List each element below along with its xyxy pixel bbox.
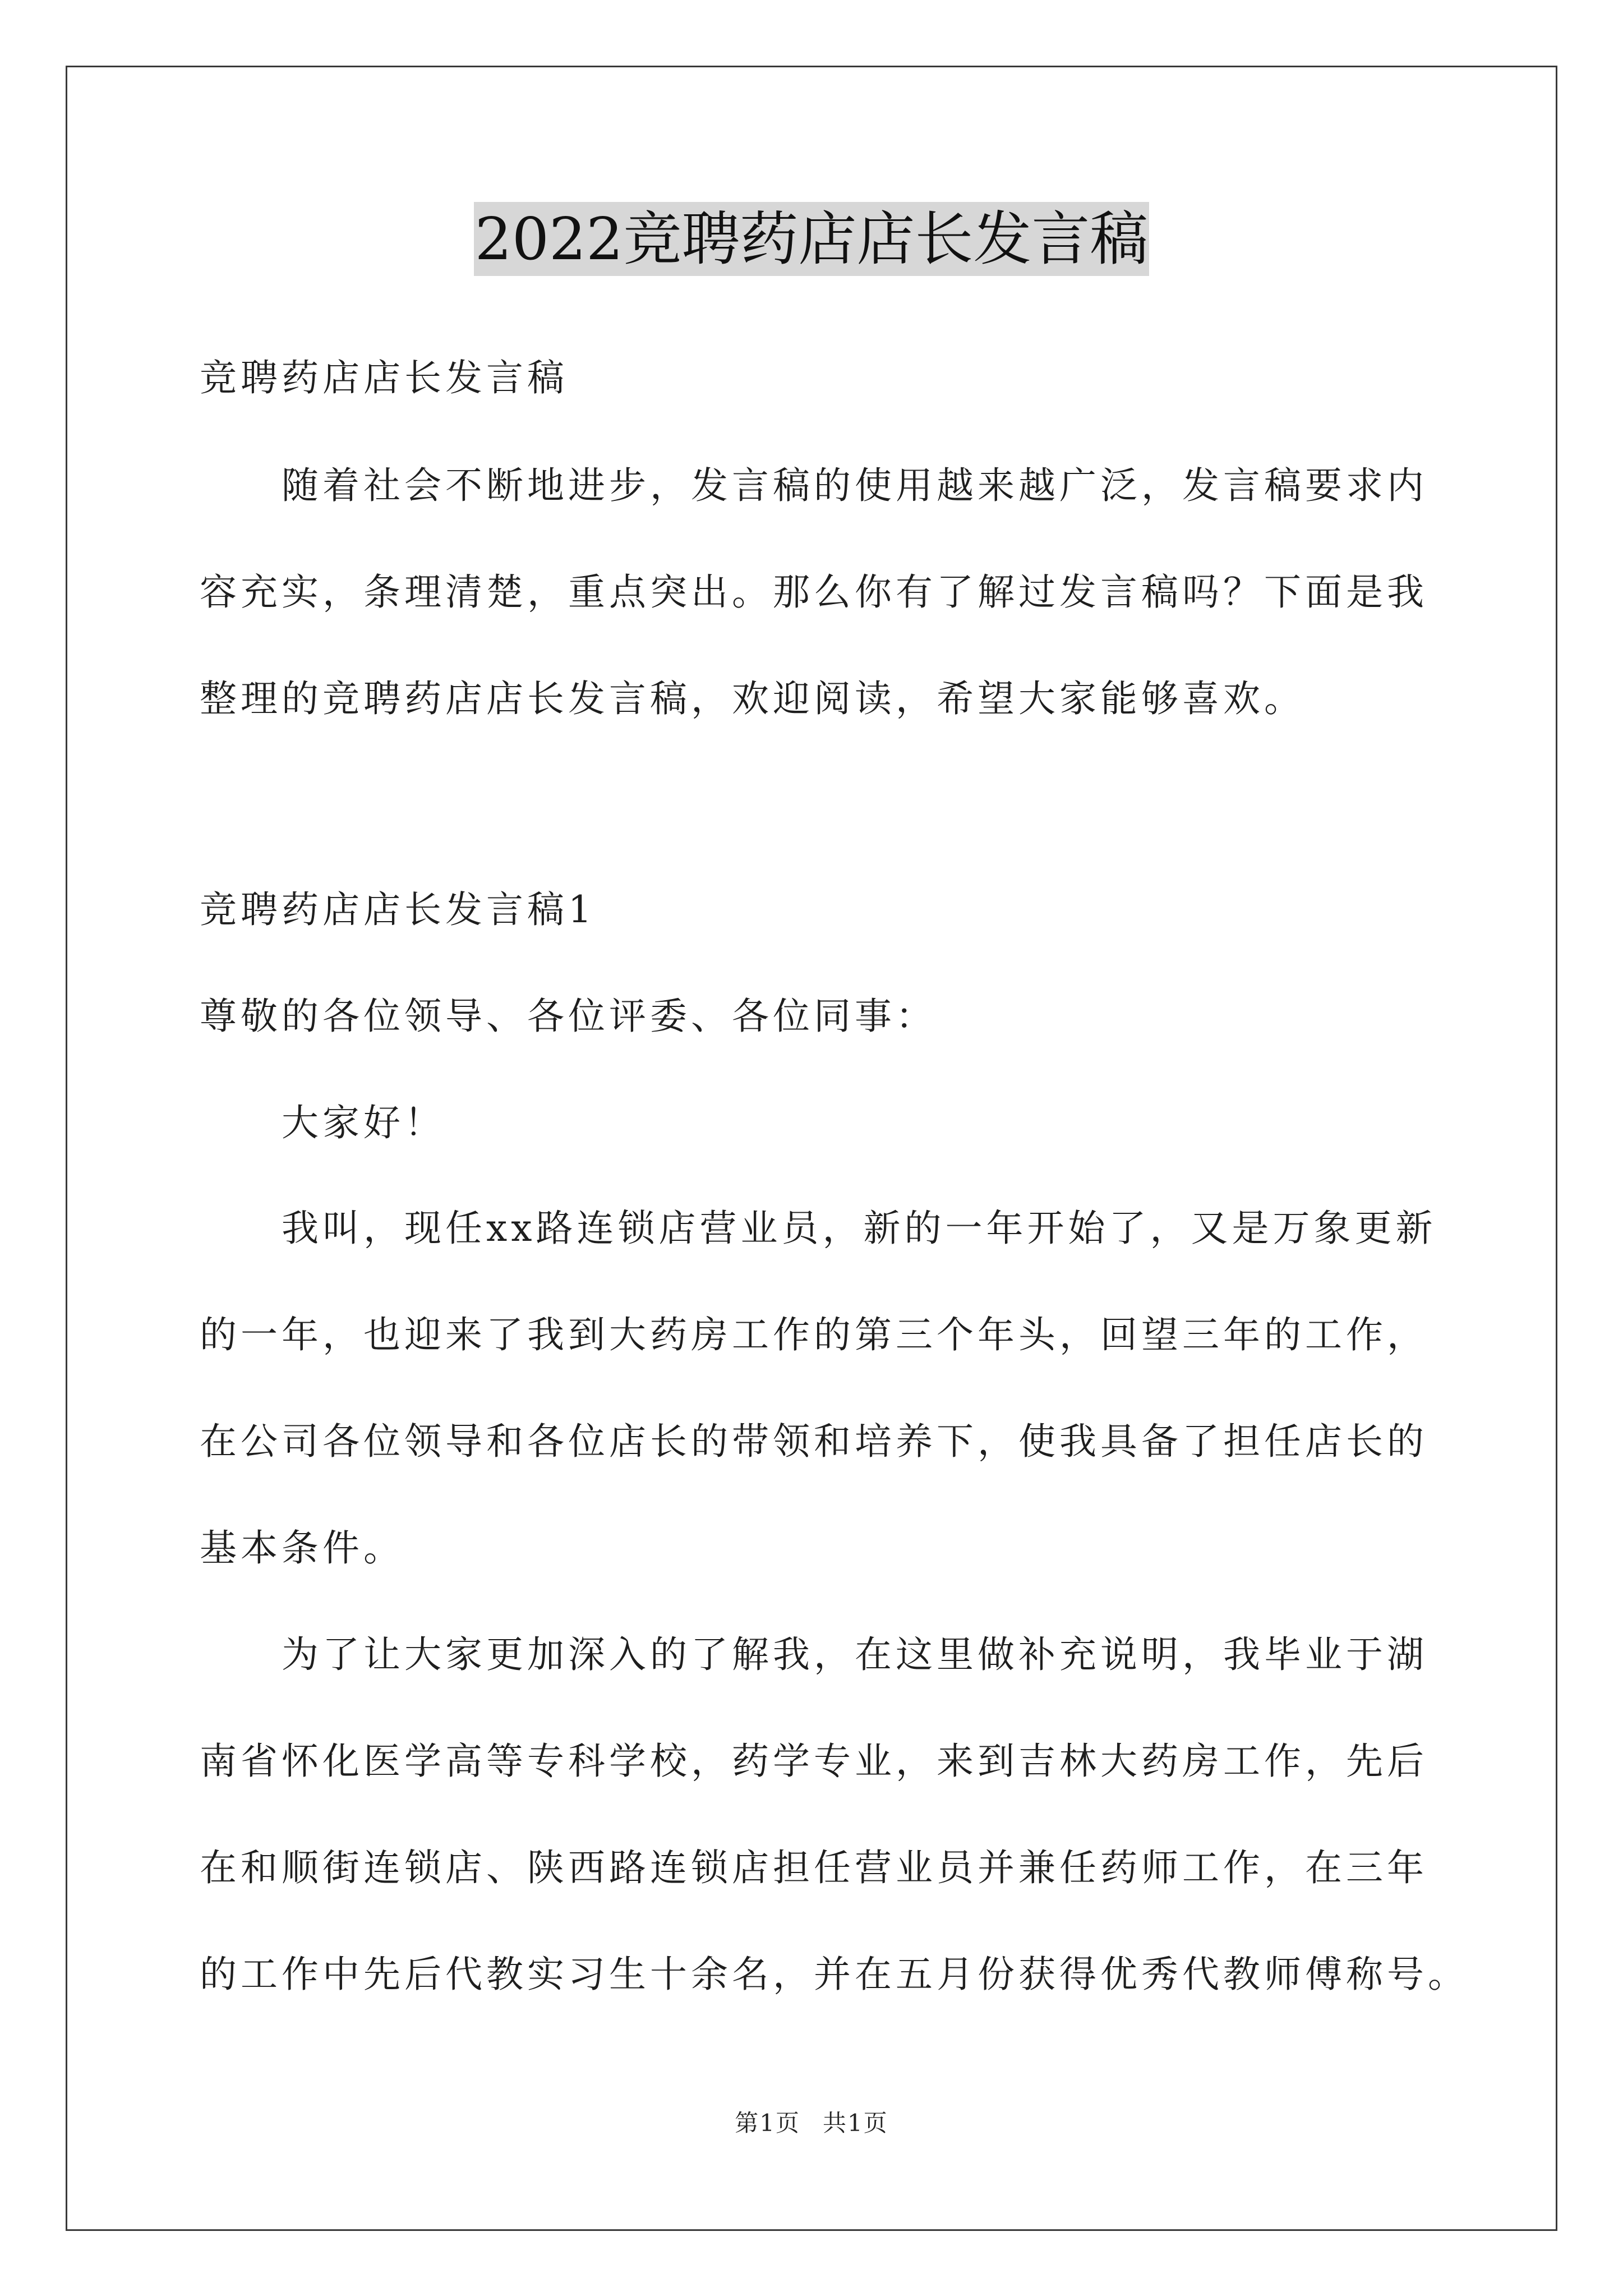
salutation: 尊敬的各位领导、各位评委、各位同事： <box>200 995 937 1038</box>
paragraph1-line-3: 在公司各位领导和各位店长的带领和培养下，使我具备了担任店长的 <box>200 1420 1428 1463</box>
title-container <box>0 202 1623 276</box>
paragraph2-line-2: 南省怀化医学高等专科学校，药学专业，来到吉林大药房工作，先后 <box>200 1740 1428 1783</box>
paragraph2-line-4: 的工作中先后代教实习生十余名，并在五月份获得优秀代教师傅称号。 <box>200 1953 1469 1996</box>
page-number-total: 共1页 <box>823 2109 888 2137</box>
paragraph1-line-4: 基本条件。 <box>200 1526 404 1570</box>
paragraph1-line-2: 的一年，也迎来了我到大药房工作的第三个年头，回望三年的工作， <box>200 1313 1428 1356</box>
intro-line-1: 随着社会不断地进步，发言稿的使用越来越广泛，发言稿要求内 <box>282 464 1428 507</box>
page-number-current: 第1页 <box>735 2109 800 2137</box>
paragraph1-line-1: 我叫，现任xx路连锁店营业员，新的一年开始了，又是万象更新 <box>282 1207 1437 1250</box>
paragraph2-line-3: 在和顺街连锁店、陕西路连锁店担任营业员并兼任药师工作，在三年 <box>200 1846 1428 1889</box>
greeting: 大家好！ <box>282 1101 445 1144</box>
document-title: 2022竞聘药店店长发言稿 <box>474 202 1150 276</box>
page-footer <box>0 2109 1623 2137</box>
document-subtitle: 竞聘药店店长发言稿 <box>200 356 568 399</box>
paragraph2-line-1: 为了让大家更加深入的了解我，在这里做补充说明，我毕业于湖 <box>282 1633 1428 1676</box>
intro-line-2: 容充实，条理清楚，重点突出。那么你有了解过发言稿吗？下面是我 <box>200 570 1428 614</box>
intro-line-3: 整理的竞聘药店店长发言稿，欢迎阅读，希望大家能够喜欢。 <box>200 677 1305 720</box>
section-heading: 竞聘药店店长发言稿1 <box>200 888 596 931</box>
